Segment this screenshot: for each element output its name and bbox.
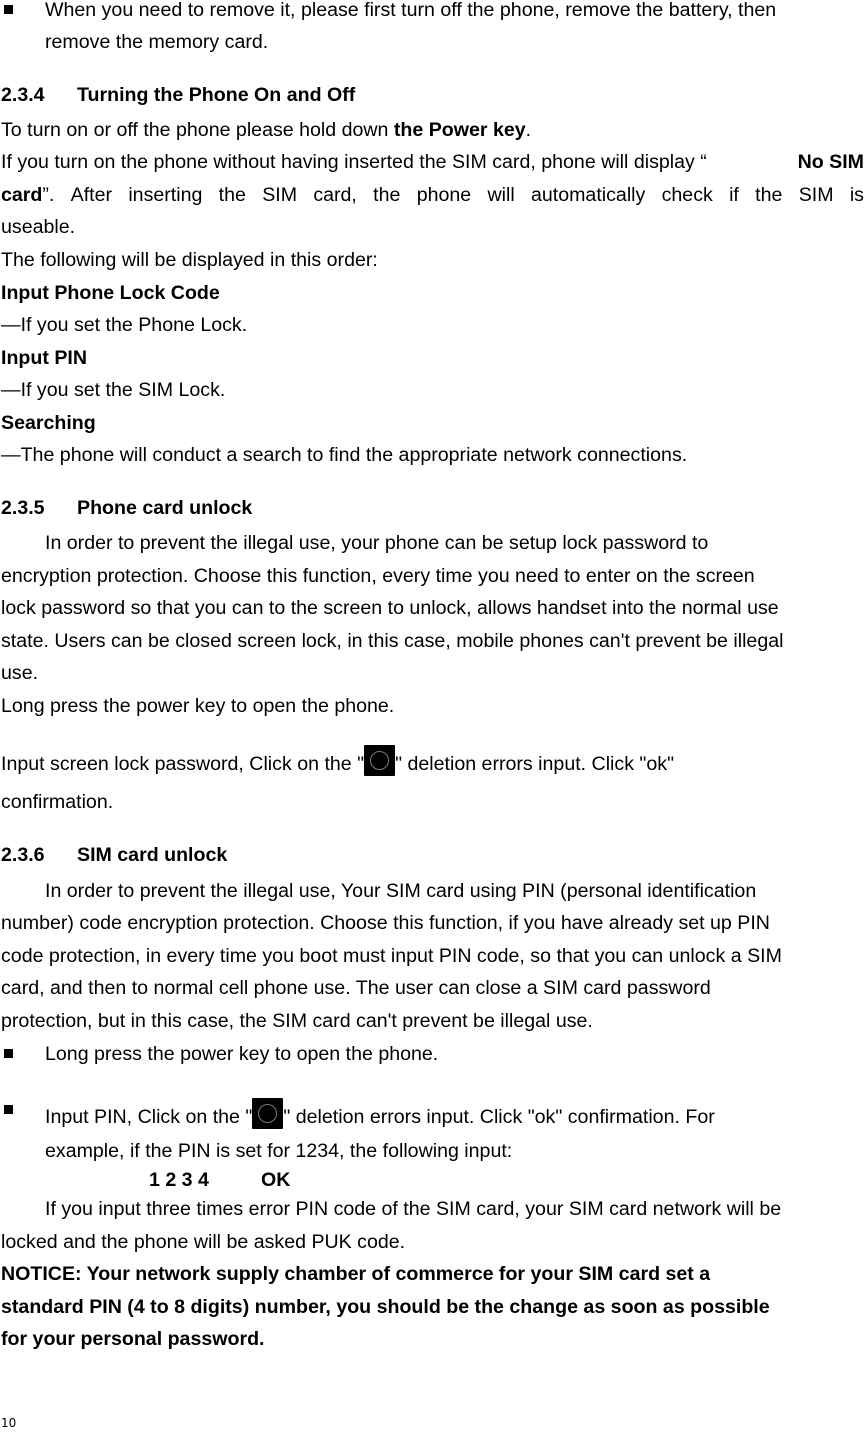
- unlock-paragraph-line: In order to prevent the illegal use, your phone can be setup lock password to: [45, 532, 709, 554]
- back-delete-icon: [364, 745, 395, 776]
- bullet-square-icon: [4, 1049, 13, 1058]
- justified-word: SIM: [262, 184, 298, 206]
- no-sim-line-2: [1, 183, 864, 207]
- justified-word: the: [218, 184, 246, 206]
- justified-word: if: [729, 184, 739, 206]
- item-phone-lock-desc: —If you set the Phone Lock.: [1, 314, 248, 336]
- unlock-paragraph-line: lock password so that you can to the screen to unlock, allows handset into the normal use: [1, 597, 779, 619]
- item-searching-desc: —The phone will conduct a search to find the appropriate network connections.: [1, 444, 688, 466]
- page-number: 10: [1, 1416, 17, 1430]
- bullet-square-icon: [4, 5, 13, 14]
- confirmation-text: confirmation.: [1, 791, 114, 813]
- section-234-number: 2.3.4: [1, 84, 45, 106]
- section-235-number: 2.3.5: [1, 497, 45, 519]
- justified-word: will: [487, 184, 515, 206]
- intro-line-1: When you need to remove it, please first turn off the phone, remove the battery, then: [45, 0, 777, 21]
- power-key-paragraph: To turn on or off the phone please hold down the Power key.: [1, 119, 532, 141]
- no-sim-line-1: If you turn on the phone without having inserted the SIM card, phone will display “ No SIM: [1, 151, 864, 173]
- section-234-title: Turning the Phone On and Off: [77, 84, 356, 106]
- justified-word: card,: [313, 184, 357, 206]
- long-press-text: Long press the power key to open the phone.: [1, 695, 395, 717]
- justified-word: is: [849, 184, 864, 206]
- item-phone-lock-title: Input Phone Lock Code: [1, 282, 220, 304]
- unlock-paragraph-line: encryption protection. Choose this function, every time you need to enter on the screen: [1, 565, 755, 587]
- justified-word: check: [661, 184, 713, 206]
- puk-line-1: If you input three times error PIN code of the SIM card, your SIM card network will be: [45, 1198, 782, 1220]
- puk-line-2: locked and the phone will be asked PUK code.: [1, 1231, 406, 1253]
- intro-line-2: remove the memory card.: [45, 31, 269, 53]
- justified-word: SIM: [798, 184, 834, 206]
- input-pin-line: Input PIN, Click on the " " deletion errors input. Click "ok" confirmation. For: [45, 1098, 715, 1129]
- screen-lock-input-line: Input screen lock password, Click on the " " deletion errors input. Click "ok": [1, 745, 674, 776]
- unlock-paragraph-line: use.: [1, 662, 39, 684]
- sim-long-press-text: Long press the power key to open the phone.: [45, 1043, 439, 1065]
- example-ok: OK: [261, 1169, 291, 1191]
- justified-word: After: [70, 184, 113, 206]
- example-pin-code: 1 2 3 4: [149, 1169, 209, 1191]
- justified-word: card”.: [1, 184, 55, 206]
- notice-line: standard PIN (4 to 8 digits) number, you should be the change as soon as possible: [1, 1296, 770, 1318]
- unlock-paragraph-line: state. Users can be closed screen lock, in this case, mobile phones can't prevent be illegal: [1, 630, 784, 652]
- item-pin-desc: —If you set the SIM Lock.: [1, 379, 226, 401]
- sim-paragraph-line: code protection, in every time you boot must input PIN code, so that you can unlock a SIM: [1, 945, 782, 967]
- justified-word: the: [373, 184, 401, 206]
- justified-word: ”.: [42, 184, 55, 206]
- section-236-title: SIM card unlock: [77, 844, 228, 866]
- justified-word: inserting: [128, 184, 203, 206]
- section-236-number: 2.3.6: [1, 844, 45, 866]
- sim-paragraph-line: protection, but in this case, the SIM card can't prevent be illegal use.: [1, 1010, 593, 1032]
- sim-paragraph-line: number) code encryption protection. Choose this function, if you have already set up PIN: [1, 912, 770, 934]
- notice-line: NOTICE: Your network supply chamber of commerce for your SIM card set a: [1, 1263, 711, 1285]
- justified-word: phone: [416, 184, 472, 206]
- section-235-title: Phone card unlock: [77, 497, 253, 519]
- no-sim-line-3: useable.: [1, 216, 76, 238]
- bullet-square-icon: [4, 1105, 13, 1114]
- justified-word: the: [755, 184, 783, 206]
- input-pin-example-line: example, if the PIN is set for 1234, the following input:: [45, 1140, 513, 1162]
- notice-line: for your personal password.: [1, 1328, 265, 1350]
- back-delete-icon: [252, 1098, 283, 1129]
- display-order-text: The following will be displayed in this order:: [1, 249, 378, 271]
- sim-paragraph-line: card, and then to normal cell phone use. The user can close a SIM card password: [1, 977, 711, 999]
- sim-paragraph-line: In order to prevent the illegal use, Your SIM card using PIN (personal identification: [45, 880, 757, 902]
- item-searching-title: Searching: [1, 412, 96, 434]
- justified-word: automatically: [530, 184, 646, 206]
- item-pin-title: Input PIN: [1, 347, 87, 369]
